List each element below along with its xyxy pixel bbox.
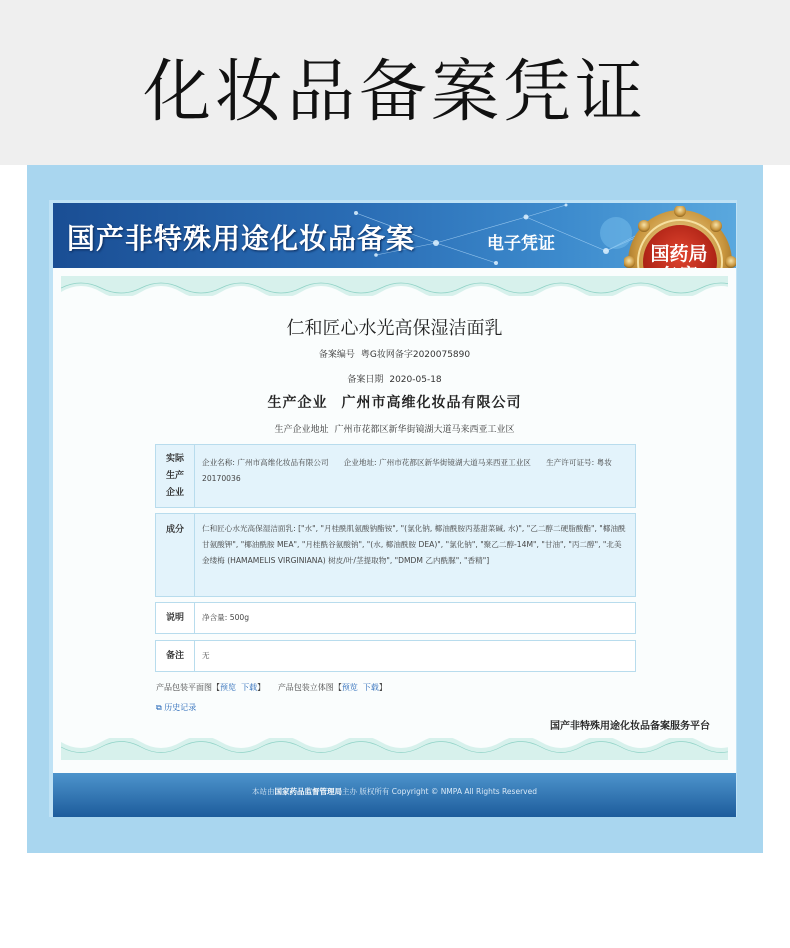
flat-download-link[interactable]: 下载 <box>241 683 258 692</box>
company-name: 广州市高维化妆品有限公司 <box>341 395 522 411</box>
solid-preview-link[interactable]: 预览 <box>341 683 358 692</box>
filing-date-row <box>53 372 736 385</box>
banner-subtitle: 电子凭证 <box>487 234 555 254</box>
filing-date-label: 备案日期 <box>347 375 384 385</box>
solid-image-label: 产品包装立体图 <box>277 683 334 692</box>
product-name: 仁和匠心水光高保湿洁面乳 <box>286 318 503 339</box>
flat-image-label: 产品包装平面图 <box>156 683 212 692</box>
remarks-label: 备注 <box>156 641 195 671</box>
flat-preview-link[interactable]: 预览 <box>220 683 236 692</box>
footer-org: 国家药品监督管理局 <box>274 787 343 796</box>
platform-name: 国产非特殊用途化妆品备案服务平台 <box>550 721 710 732</box>
description-text: 净含量: 500g <box>202 613 250 622</box>
description-label: 说明 <box>156 603 195 633</box>
ingredients-section <box>155 513 636 597</box>
remarks-section <box>155 640 636 672</box>
company-label: 生产企业 <box>267 395 328 411</box>
remarks-text: 无 <box>202 651 210 660</box>
manufacturer-text: 企业名称: 广州市高维化妆品有限公司 企业地址: 广州市花都区新华街镜湖大道马来西亚工业区 生产许可证号: 粤妆20170036 <box>202 458 612 483</box>
manufacturer-label-line: 实际 <box>165 453 184 464</box>
description-section <box>155 602 636 634</box>
filing-number: 粤G妆网备字2020075890 <box>360 350 471 360</box>
solid-download-link[interactable]: 下载 <box>362 683 379 692</box>
footer-text <box>53 786 736 797</box>
page-title: 化妆品备案凭证 <box>142 53 647 132</box>
ingredients-label: 成分 <box>156 514 195 596</box>
address-value: 广州市花都区新华街镜湖大道马来西亚工业区 <box>334 425 515 435</box>
history-link[interactable] <box>156 702 196 713</box>
history-icon: ⧉ <box>156 703 162 712</box>
filing-date: 2020-05-18 <box>389 375 442 385</box>
guilloche-top <box>61 276 728 296</box>
address-label: 生产企业地址 <box>274 425 329 435</box>
footer-prefix: 本站由 <box>252 787 275 796</box>
company-row <box>53 392 736 412</box>
filing-number-label: 备案编号 <box>318 350 355 360</box>
address-row <box>53 422 736 435</box>
manufacturer-label-line: 企业 <box>165 487 184 498</box>
banner-title: 国产非特殊用途化妆品备案 <box>67 222 416 255</box>
guilloche-bottom <box>61 738 728 760</box>
manufacturer-section <box>155 444 636 508</box>
filing-number-row <box>53 347 736 360</box>
seal-line-1: 国药局 <box>650 243 708 265</box>
manufacturer-label-line: 生产 <box>165 470 184 481</box>
package-links: 产品包装平面图【预览 下载】 产品包装立体图【预览 下载】 <box>156 683 387 692</box>
footer-suffix: 主办 版权所有 Copyright © NMPA All Rights Reserved <box>342 787 537 796</box>
manufacturer-label <box>156 445 195 507</box>
history-label: 历史记录 <box>164 703 197 712</box>
ingredients-text: 仁和匠心水光高保湿洁面乳: ["水", "月桂酰肌氨酸钠酯铵", "(氯化钠, 椰油酰胺丙基甜菜碱, 水)", "乙二醇二硬脂酸酯", "椰油酰甘氨酸钾", "椰油酰胺 MEA", "月桂酰谷氨酸钠", "(水, 椰油酰胺 DEA)", "氯化钠", "聚乙二醇-14M", "甘油", "丙二醇", "北美金缕梅 (HAMAMELIS VIRGINIANA) 树皮/叶/茎提取物", "DMDM 乙内酰脲", "香精"] <box>202 524 626 565</box>
